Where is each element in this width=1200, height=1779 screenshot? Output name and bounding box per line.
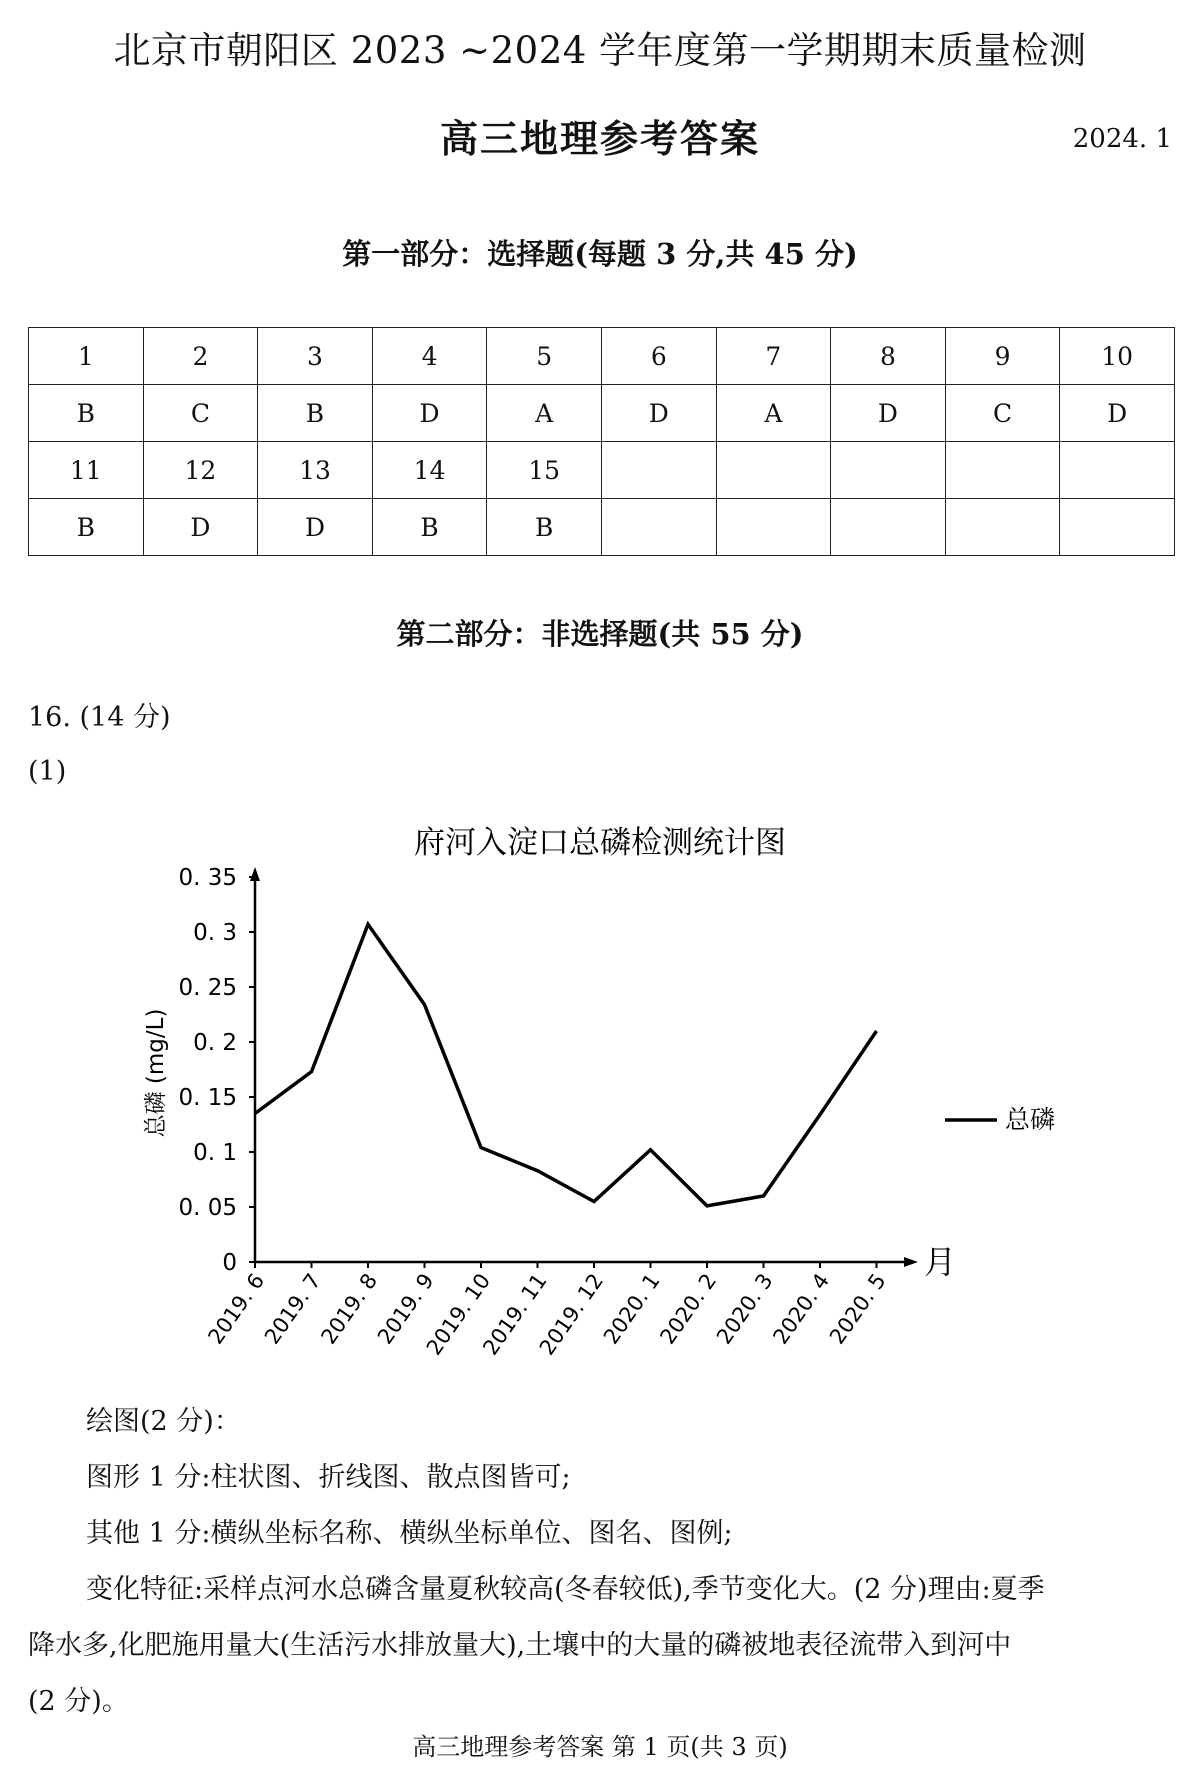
document-subtitle: 高三地理参考答案 [439, 116, 760, 161]
y-tick-label: 0. 1 [193, 1140, 237, 1166]
question-number-cell: 8 [831, 328, 946, 385]
answer-row [29, 499, 1175, 556]
x-tick-label: 2019. 9 [372, 1269, 439, 1349]
y-tick-label: 0. 05 [178, 1195, 237, 1221]
x-tick-label: 2020. 2 [655, 1269, 722, 1349]
y-tick-label: 0. 2 [193, 1030, 237, 1056]
phosphorus-line-chart [0, 815, 1200, 1370]
answer-cell: D [258, 499, 373, 556]
answer-cell: D [601, 385, 716, 442]
question-number-row [29, 442, 1175, 499]
series-line-total-phosphorus [255, 924, 877, 1206]
answer-table [28, 327, 1175, 556]
y-axis-label [143, 1009, 169, 1138]
x-tick-label: 2019. 11 [478, 1269, 552, 1360]
answer-paragraph-line-3: (2 分)。 [28, 1686, 129, 1717]
chart-title: 府河入淀口总磷检测统计图 [414, 825, 786, 861]
question-number-cell: 5 [487, 328, 602, 385]
answer-cell: C [143, 385, 258, 442]
question-number-cell: 11 [29, 442, 144, 499]
question-number-row [29, 328, 1175, 385]
answer-cell: A [716, 385, 831, 442]
question-number-cell: 4 [372, 328, 487, 385]
answer-cell [716, 499, 831, 556]
y-tick-label: 0. 35 [178, 865, 237, 891]
answer-cell [1060, 499, 1175, 556]
question-number-cell [831, 442, 946, 499]
answer-cell [831, 499, 946, 556]
x-tick-label: 2019. 7 [259, 1269, 326, 1349]
answer-cell [601, 499, 716, 556]
document-date: 2024. 1 [1072, 124, 1172, 154]
question-number-cell: 9 [945, 328, 1060, 385]
answer-cell: B [258, 385, 373, 442]
question-number-cell [1060, 442, 1175, 499]
question-number-cell: 15 [487, 442, 602, 499]
part2-heading: 第二部分：非选择题(共 55 分) [396, 617, 804, 651]
answer-cell: B [372, 499, 487, 556]
answer-cell: D [372, 385, 487, 442]
x-tick-label: 2020. 4 [768, 1269, 835, 1349]
x-tick-label: 2019. 6 [203, 1269, 270, 1349]
x-tick-label: 2020. 1 [598, 1269, 665, 1349]
x-tick-label: 2020. 5 [824, 1269, 891, 1349]
x-tick-label: 2019. 8 [316, 1269, 383, 1349]
answer-cell: D [831, 385, 946, 442]
document-title: 北京市朝阳区 2023 ~2024 学年度第一学期期末质量检测 [113, 29, 1087, 72]
question-number-cell [945, 442, 1060, 499]
answer-paragraph-line-2: 降水多,化肥施用量大(生活污水排放量大),土壤中的大量的磷被地表径流带入到河中 [28, 1630, 1012, 1661]
answer-cell: B [29, 385, 144, 442]
answer-paragraph-line-1: 变化特征:采样点河水总磷含量夏秋较高(冬春较低),季节变化大。(2 分)理由:夏季 [86, 1574, 1045, 1605]
x-tick-label: 2019. 10 [421, 1269, 496, 1360]
y-tick-label: 0. 25 [178, 975, 237, 1001]
question-number-cell: 2 [143, 328, 258, 385]
question-number-cell: 3 [258, 328, 373, 385]
answer-drawing-score: 绘图(2 分)： [86, 1406, 241, 1437]
question-number-cell: 13 [258, 442, 373, 499]
subquestion-1-label: (1) [28, 756, 67, 787]
question-number-cell: 1 [29, 328, 144, 385]
x-tick-label: 2020. 3 [711, 1269, 778, 1349]
x-tick-label: 2019. 12 [534, 1269, 609, 1360]
x-axis-label: 月 [924, 1243, 957, 1281]
x-axis-arrow [904, 1257, 918, 1267]
answer-graph-type: 图形 1 分:柱状图、折线图、散点图皆可; [86, 1462, 571, 1493]
y-tick-label: 0 [222, 1250, 237, 1276]
question-number-cell [601, 442, 716, 499]
question-number-cell: 10 [1060, 328, 1175, 385]
page-footer: 高三地理参考答案 第 1 页(共 3 页) [412, 1733, 788, 1761]
y-tick-label: 0. 15 [178, 1085, 237, 1111]
answer-cell: D [1060, 385, 1175, 442]
part1-heading: 第一部分：选择题(每题 3 分,共 45 分) [342, 237, 858, 271]
svg-text:总磷 (mg/L): 总磷 (mg/L) [143, 1008, 169, 1138]
answer-row [29, 385, 1175, 442]
question-number-cell: 12 [143, 442, 258, 499]
answer-cell: B [29, 499, 144, 556]
y-axis-arrow [250, 867, 260, 881]
legend-label: 总磷 [1005, 1105, 1056, 1134]
answer-cell: A [487, 385, 602, 442]
answer-cell: D [143, 499, 258, 556]
answer-other-elements: 其他 1 分:横纵坐标名称、横纵坐标单位、图名、图例; [86, 1518, 733, 1549]
answer-cell: C [945, 385, 1060, 442]
answer-cell [945, 499, 1060, 556]
y-tick-label: 0. 3 [193, 920, 237, 946]
question-number-cell: 14 [372, 442, 487, 499]
question-number-cell: 7 [716, 328, 831, 385]
answer-cell: B [487, 499, 602, 556]
question-number-cell: 6 [601, 328, 716, 385]
question-number-cell [716, 442, 831, 499]
question-16-label: 16. (14 分) [28, 702, 171, 733]
